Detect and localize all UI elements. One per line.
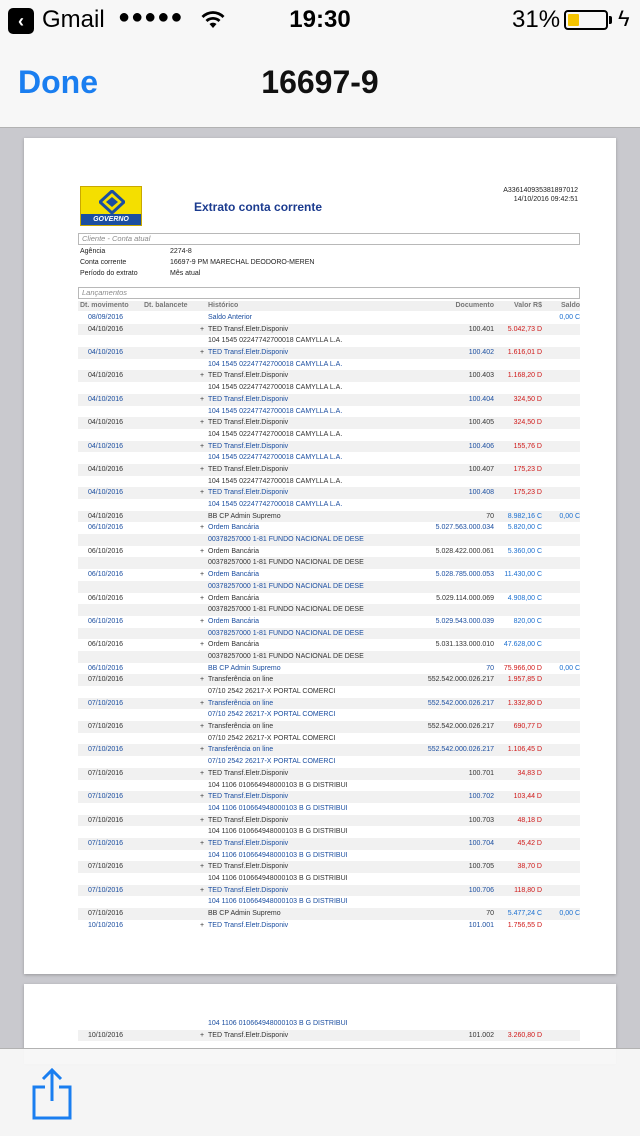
row-document: 101.002 (468, 1031, 494, 1039)
field-account (80, 259, 314, 266)
row-document: 5.028.422.000.061 (435, 547, 494, 555)
row-document: 100.404 (468, 395, 494, 403)
row-history: TED Transf.Eletr.Disponiv (208, 419, 289, 427)
table-row (78, 522, 580, 534)
row-balance: 0,00 C (559, 512, 580, 520)
table-row (78, 709, 580, 721)
row-history: 07/10 2542 26217-X PORTAL COMERCI (208, 688, 336, 695)
table-row (78, 382, 580, 394)
table-row (78, 639, 580, 651)
row-history: 07/10 2542 26217-X PORTAL COMERCI (208, 758, 336, 766)
row-document: 100.704 (468, 839, 494, 847)
table-row (78, 780, 580, 792)
document-page-1[interactable] (24, 138, 616, 974)
row-history: Transferência on line (208, 723, 274, 731)
row-date: 07/10/2016 (88, 699, 124, 707)
row-history: Ordem Bancária (208, 594, 259, 602)
bottom-toolbar (0, 1048, 640, 1136)
field-label: Conta corrente (80, 259, 127, 266)
document-title: Extrato conta corrente (194, 200, 323, 214)
row-document: 100.408 (468, 489, 494, 497)
table-row (78, 347, 580, 359)
table-row (78, 359, 580, 371)
row-history: 104 1545 02247742700018 CAMYLLA L.A. (208, 360, 343, 368)
row-value: 1.332,80 D (507, 699, 542, 707)
row-date: 06/10/2016 (88, 664, 124, 672)
row-sign: + (200, 839, 205, 847)
row-value: 103,44 D (513, 793, 542, 801)
row-document: 5.029.543.000.039 (435, 617, 494, 625)
row-document: 100.403 (468, 372, 494, 380)
table-row (78, 674, 580, 686)
row-date: 10/10/2016 (88, 1031, 124, 1039)
row-document: 5.031.133.000.010 (435, 641, 494, 649)
table-row (78, 768, 580, 780)
row-sign: + (200, 921, 205, 929)
table-row (78, 312, 580, 324)
row-value: 75.966,00 D (503, 664, 542, 672)
table-row (78, 616, 580, 628)
table-row (78, 686, 580, 698)
table-row (78, 441, 580, 453)
row-sign: + (200, 395, 205, 403)
document-code-number: A336140935381897012 (503, 187, 578, 194)
row-date: 04/10/2016 (88, 442, 124, 450)
row-value: 5.477,24 C (507, 910, 542, 918)
row-history: Ordem Bancária (208, 571, 259, 579)
done-button[interactable]: Done (18, 64, 98, 100)
table-row (78, 756, 580, 768)
row-sign: + (200, 793, 205, 801)
charging-bolt-icon: ϟ (618, 6, 630, 31)
field-label: Período do extrato (80, 270, 138, 277)
row-document: 5.029.114.000.069 (436, 594, 494, 602)
row-history: TED Transf.Eletr.Disponiv (208, 325, 289, 333)
table-row (78, 604, 580, 616)
row-value: 5.042,73 D (507, 325, 542, 333)
table-row (78, 476, 580, 488)
table-row (78, 370, 580, 382)
transactions-table (78, 312, 580, 931)
row-history: Saldo Anterior (208, 314, 252, 321)
row-document: 552.542.000.026.217 (427, 723, 494, 731)
row-document: 70 (486, 664, 494, 672)
row-date: 08/09/2016 (88, 314, 124, 321)
column-header: Saldo (560, 302, 580, 309)
row-sign: + (200, 746, 205, 754)
row-date: 07/10/2016 (88, 723, 124, 731)
row-history: BB CP Admin Supremo (208, 664, 281, 672)
row-value: 155,76 D (513, 442, 542, 450)
row-value: 3.260,80 D (507, 1031, 542, 1039)
row-sign: + (200, 617, 205, 625)
row-history: 00378257000 1-81 FUNDO NACIONAL DE DESE (208, 652, 364, 660)
row-date: 06/10/2016 (88, 641, 124, 649)
row-date: 04/10/2016 (88, 489, 124, 497)
row-document: 100.401 (468, 325, 494, 333)
table-row (78, 850, 580, 862)
row-sign: + (200, 1031, 205, 1039)
row-document: 100.706 (468, 886, 494, 894)
table-row (78, 417, 580, 429)
table-row (78, 534, 580, 546)
transactions-table-page-2 (78, 1018, 580, 1041)
row-history: Ordem Bancária (208, 641, 259, 649)
table-row (78, 920, 580, 932)
table-row (78, 394, 580, 406)
row-history: 104 1545 02247742700018 CAMYLLA L.A. (208, 454, 343, 462)
row-sign: + (200, 641, 205, 649)
row-date: 10/10/2016 (88, 921, 124, 929)
row-sign: + (200, 769, 205, 777)
signal-strength-icon: ●●●●● (118, 6, 184, 28)
row-date: 07/10/2016 (88, 793, 124, 801)
table-row (78, 452, 580, 464)
row-value: 38,70 D (517, 863, 542, 871)
row-value: 34,83 D (517, 769, 542, 777)
row-document: 100.405 (468, 419, 494, 427)
table-row (78, 663, 580, 675)
row-document: 100.406 (468, 442, 494, 450)
row-value: 4.908,00 C (507, 594, 542, 602)
row-value: 175,23 D (513, 489, 542, 497)
row-document: 100.702 (468, 793, 494, 801)
row-history: 104 1545 02247742700018 CAMYLLA L.A. (208, 501, 343, 508)
table-row (78, 873, 580, 885)
client-section-header: Cliente - Conta atual (78, 233, 580, 245)
document-code (503, 186, 578, 204)
table-row (78, 324, 580, 336)
table-row (78, 651, 580, 663)
table-row (78, 487, 580, 499)
back-app-label[interactable]: Gmail (42, 6, 105, 33)
row-date: 06/10/2016 (88, 571, 124, 579)
row-value: 118,80 D (514, 886, 542, 894)
table-row (78, 908, 580, 920)
row-document: 70 (486, 512, 494, 520)
row-history: TED Transf.Eletr.Disponiv (208, 489, 289, 497)
table-row (78, 406, 580, 418)
row-sign: + (200, 524, 205, 532)
row-date: 07/10/2016 (88, 676, 124, 684)
row-history: TED Transf.Eletr.Disponiv (208, 816, 289, 824)
row-balance: 0,00 C (559, 314, 580, 321)
row-date: 07/10/2016 (88, 839, 124, 847)
row-document: 101.001 (468, 921, 494, 929)
table-row (78, 628, 580, 640)
battery-icon (564, 10, 608, 30)
table-row (78, 896, 580, 908)
row-sign: + (200, 489, 205, 497)
row-date: 06/10/2016 (88, 547, 124, 555)
row-history: TED Transf.Eletr.Disponiv (208, 465, 289, 473)
column-header: Histórico (208, 302, 239, 309)
row-date: 04/10/2016 (88, 465, 124, 473)
row-document: 552.542.000.026.217 (427, 746, 494, 754)
logo-text: GOVERNO (81, 214, 141, 225)
row-balance: 0,00 C (559, 910, 580, 918)
table-row (78, 721, 580, 733)
battery-tip (609, 16, 612, 24)
column-header: Valor R$ (513, 302, 542, 309)
row-date: 07/10/2016 (88, 746, 124, 754)
row-history: TED Transf.Eletr.Disponiv (208, 1031, 289, 1039)
row-document: 552.542.000.026.217 (427, 699, 494, 707)
row-value: 1.616,01 D (507, 349, 542, 357)
table-row (78, 744, 580, 756)
row-sign: + (200, 699, 205, 707)
row-value: 175,23 D (513, 465, 542, 473)
column-header: Dt. balancete (144, 302, 188, 309)
row-history: 104 1545 02247742700018 CAMYLLA L.A. (208, 407, 343, 415)
table-row (78, 511, 580, 523)
table-row (78, 429, 580, 441)
row-sign: + (200, 816, 205, 824)
row-history: 104 1106 010664948000103 B G DISTRIBUI (208, 875, 348, 882)
field-value: 16697-9 PM MARECHAL DEODORO-MEREN (170, 259, 315, 266)
row-date: 07/10/2016 (88, 863, 124, 871)
row-date: 04/10/2016 (88, 419, 124, 427)
table-row (78, 791, 580, 803)
row-date: 06/10/2016 (88, 524, 124, 532)
row-history: BB CP Admin Supremo (208, 512, 281, 520)
share-icon[interactable] (30, 1067, 74, 1121)
row-value: 5.820,00 C (507, 524, 542, 532)
row-balance: 0,00 C (559, 664, 580, 672)
row-sign: + (200, 419, 205, 427)
table-row (78, 557, 580, 569)
row-value: 690,77 D (513, 723, 542, 731)
row-document: 100.402 (468, 349, 494, 357)
top-bar (0, 0, 640, 128)
row-history: TED Transf.Eletr.Disponiv (208, 921, 289, 929)
row-value: 5.360,00 C (507, 547, 542, 555)
document-datetime: 14/10/2016 09:42:51 (513, 196, 578, 203)
row-date: 07/10/2016 (88, 910, 124, 918)
row-history: TED Transf.Eletr.Disponiv (208, 769, 289, 777)
row-history: 00378257000 1-81 FUNDO NACIONAL DE DESE (208, 536, 364, 544)
row-history: 104 1545 02247742700018 CAMYLLA L.A. (208, 430, 343, 438)
row-sign: + (200, 372, 205, 380)
row-document: 5.028.785.000.053 (435, 571, 494, 579)
row-date: 04/10/2016 (88, 325, 124, 333)
row-sign: + (200, 863, 205, 871)
field-agency (80, 248, 192, 255)
row-value: 1.756,55 D (507, 921, 542, 929)
table-row (78, 838, 580, 850)
row-history: 104 1106 010664948000103 B G DISTRIBUI (208, 804, 348, 812)
row-history: Transferência on line (208, 676, 274, 684)
battery-percent: 31% (512, 6, 561, 33)
row-date: 06/10/2016 (88, 594, 124, 602)
table-row (78, 499, 580, 511)
row-document: 100.407 (468, 465, 494, 473)
row-history: 104 1106 010664948000103 B G DISTRIBUI (208, 1020, 348, 1027)
table-row (78, 546, 580, 558)
row-history: 104 1545 02247742700018 CAMYLLA L.A. (208, 477, 343, 485)
row-history: BB CP Admin Supremo (208, 910, 281, 918)
table-row (78, 1030, 580, 1042)
row-sign: + (200, 325, 205, 333)
field-value: 2274-8 (170, 248, 192, 255)
row-value: 11.430,00 C (504, 571, 542, 579)
row-history: 104 1545 02247742700018 CAMYLLA L.A. (208, 384, 343, 392)
table-row (78, 698, 580, 710)
row-history: Ordem Bancária (208, 617, 259, 625)
row-sign: + (200, 676, 205, 684)
table-row (78, 815, 580, 827)
row-history: 104 1106 010664948000103 B G DISTRIBUI (208, 898, 348, 906)
row-history: Transferência on line (208, 699, 274, 707)
row-history: TED Transf.Eletr.Disponiv (208, 442, 289, 450)
row-history: TED Transf.Eletr.Disponiv (208, 863, 289, 871)
row-value: 47.628,00 C (503, 641, 542, 649)
row-document: 70 (486, 910, 494, 918)
row-value: 1.168,20 D (507, 372, 542, 380)
row-date: 04/10/2016 (88, 512, 124, 520)
field-period (80, 270, 200, 277)
row-history: 07/10 2542 26217-X PORTAL COMERCI (208, 734, 336, 742)
table-row (78, 464, 580, 476)
back-to-app-icon[interactable]: ‹ (8, 8, 34, 34)
table-row (78, 861, 580, 873)
row-value: 8.982,16 C (507, 512, 542, 520)
table-row (78, 569, 580, 581)
row-date: 04/10/2016 (88, 372, 124, 380)
row-value: 820,00 C (513, 617, 542, 625)
row-document: 100.701 (468, 769, 494, 777)
row-date: 07/10/2016 (88, 886, 124, 894)
page-title: 16697-9 (261, 64, 379, 100)
row-sign: + (200, 571, 205, 579)
table-row (78, 733, 580, 745)
row-document: 100.705 (468, 863, 494, 871)
clock: 19:30 (289, 6, 351, 33)
launch-section-header: Lançamentos (78, 287, 580, 299)
table-row (78, 1018, 580, 1030)
row-history: 00378257000 1-81 FUNDO NACIONAL DE DESE (208, 559, 364, 567)
battery-level (568, 14, 579, 26)
table-header (78, 301, 580, 311)
row-history: 104 1106 010664948000103 B G DISTRIBUI (208, 851, 348, 859)
row-value: 1.957,85 D (507, 676, 542, 684)
row-date: 06/10/2016 (88, 617, 124, 625)
row-value: 324,50 D (513, 419, 542, 427)
row-sign: + (200, 886, 205, 894)
row-history: Ordem Bancária (208, 524, 259, 532)
row-date: 04/10/2016 (88, 395, 124, 403)
row-history: 07/10 2542 26217-X PORTAL COMERCI (208, 711, 336, 719)
row-history: 00378257000 1-81 FUNDO NACIONAL DE DESE (208, 629, 364, 637)
row-history: TED Transf.Eletr.Disponiv (208, 349, 289, 357)
row-history: TED Transf.Eletr.Disponiv (208, 839, 289, 847)
row-value: 48,18 D (517, 816, 542, 824)
row-date: 07/10/2016 (88, 816, 124, 824)
row-history: 104 1106 010664948000103 B G DISTRIBUI (208, 781, 348, 789)
row-sign: + (200, 594, 205, 602)
field-value: Mês atual (170, 270, 201, 277)
row-sign: + (200, 349, 205, 357)
column-header: Dt. movimento (80, 302, 129, 309)
field-label: Agência (80, 248, 106, 255)
row-date: 04/10/2016 (88, 349, 124, 357)
row-history: Ordem Bancária (208, 547, 259, 555)
row-history: 104 1545 02247742700018 CAMYLLA L.A. (208, 337, 343, 345)
row-document: 5.027.563.000.034 (435, 524, 494, 532)
table-row (78, 581, 580, 593)
row-document: 552.542.000.026.217 (427, 676, 494, 684)
row-value: 45,42 D (517, 839, 542, 847)
table-row (78, 826, 580, 838)
row-history: TED Transf.Eletr.Disponiv (208, 395, 289, 403)
row-value: 324,50 D (513, 395, 542, 403)
row-history: 104 1106 010664948000103 B G DISTRIBUI (208, 828, 348, 836)
row-sign: + (200, 547, 205, 555)
row-sign: + (200, 723, 205, 731)
row-history: 00378257000 1-81 FUNDO NACIONAL DE DESE (208, 606, 364, 614)
row-sign: + (200, 442, 205, 450)
row-history: 00378257000 1-81 FUNDO NACIONAL DE DESE (208, 582, 364, 590)
row-value: 1.106,45 D (507, 746, 542, 754)
table-row (78, 335, 580, 347)
row-history: TED Transf.Eletr.Disponiv (208, 372, 289, 380)
row-history: TED Transf.Eletr.Disponiv (208, 886, 289, 894)
table-row (78, 803, 580, 815)
row-sign: + (200, 465, 205, 473)
table-row (78, 885, 580, 897)
bank-logo-mark-icon (99, 190, 125, 214)
status-bar (0, 0, 640, 40)
bank-logo (80, 186, 142, 226)
table-row (78, 593, 580, 605)
row-document: 100.703 (468, 816, 494, 824)
row-history: Transferência on line (208, 746, 274, 754)
row-date: 07/10/2016 (88, 769, 124, 777)
row-history: TED Transf.Eletr.Disponiv (208, 793, 289, 801)
column-header: Documento (455, 302, 494, 309)
